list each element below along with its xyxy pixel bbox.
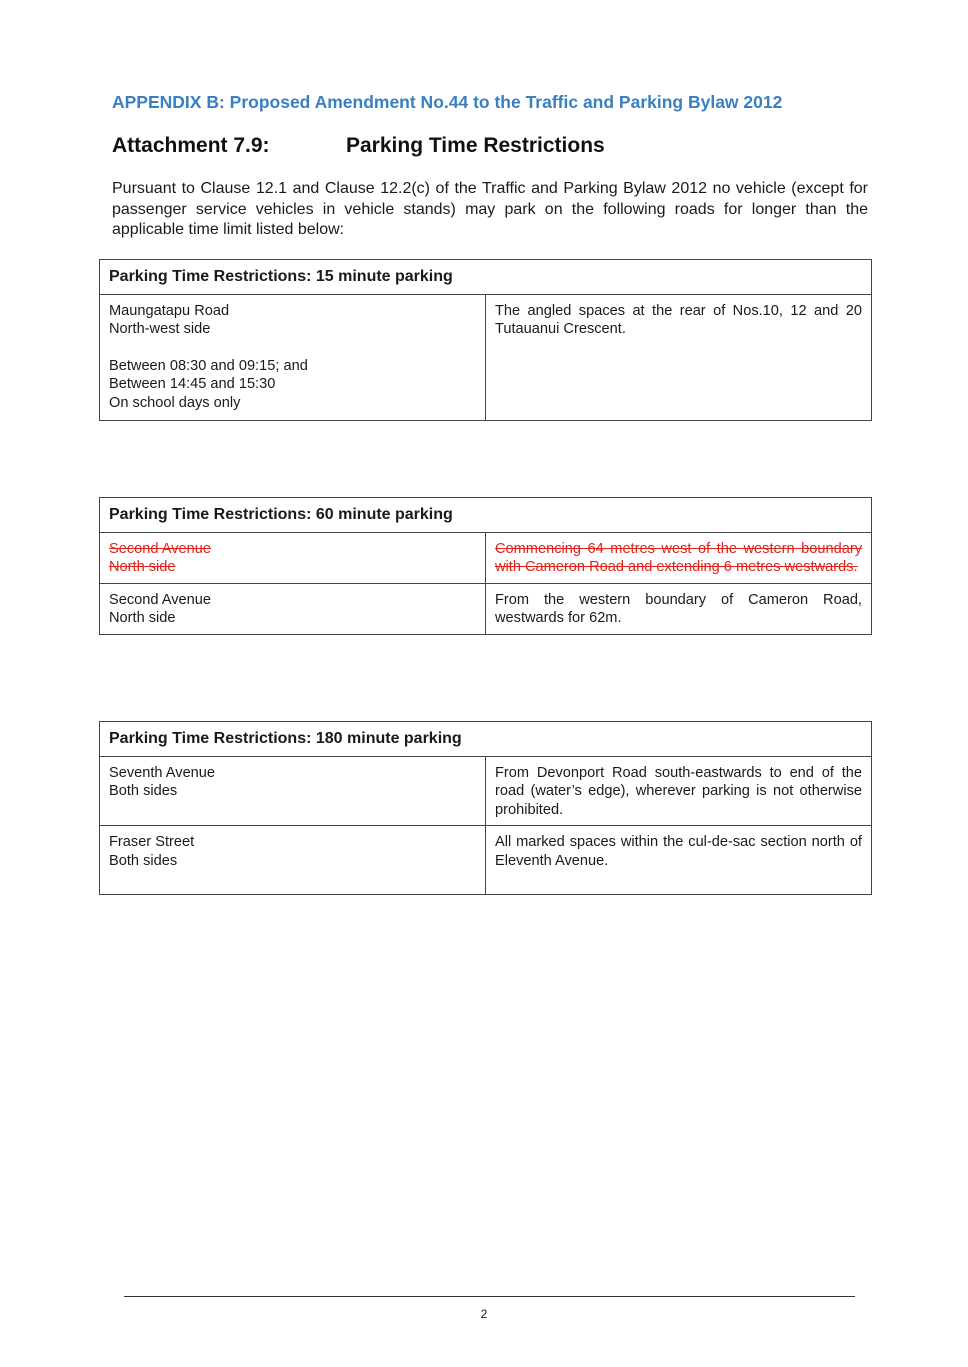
road-cell-deleted xyxy=(100,532,486,583)
time-window: Between 14:45 and 15:30 xyxy=(109,376,276,393)
table-15-title: Parking Time Restrictions: 15 minute parking xyxy=(100,260,872,295)
table-row xyxy=(100,583,872,634)
description-cell: From the western boundary of Cameron Road, westwards for 62m. xyxy=(486,583,872,634)
page-number: 2 xyxy=(480,1307,488,1321)
attachment-heading xyxy=(112,134,605,158)
description-cell: From Devonport Road south-eastwards to end of the road (water’s edge), wherever parking is not otherwise prohibited. xyxy=(486,756,872,826)
time-condition: On school days only xyxy=(109,394,241,411)
table-60-title: Parking Time Restrictions: 60 minute parking xyxy=(100,498,872,533)
road-side: North side xyxy=(109,559,176,576)
attachment-number: Attachment 7.9: xyxy=(112,134,270,157)
table-15-minute xyxy=(99,259,872,421)
road-name: Fraser Street xyxy=(109,834,195,851)
table-row xyxy=(100,294,872,420)
description-cell: All marked spaces within the cul-de-sac section north of Eleventh Avenue. xyxy=(486,826,872,895)
table-180-title: Parking Time Restrictions: 180 minute parking xyxy=(100,722,872,757)
road-name: Maungatapu Road xyxy=(109,302,230,319)
table-row xyxy=(100,756,872,826)
description-cell: The angled spaces at the rear of Nos.10, 12 and 20 Tutauanui Crescent. xyxy=(486,294,872,420)
road-side: North-west side xyxy=(109,321,211,338)
appendix-heading: APPENDIX B: Proposed Amendment No.44 to the Traffic and Parking Bylaw 2012 xyxy=(112,92,783,112)
road-cell xyxy=(100,294,486,420)
description-cell-deleted: Commencing 64 metres west of the western boundary with Cameron Road and extending 6 metres westwards. xyxy=(486,532,872,583)
table-60-minute xyxy=(99,497,872,635)
table-row xyxy=(100,826,872,895)
table-row-deleted xyxy=(100,532,872,583)
road-side: Both sides xyxy=(109,852,178,869)
intro-paragraph: Pursuant to Clause 12.1 and Clause 12.2(c) of the Traffic and Parking Bylaw 2012 no vehicle (except for passenger service vehicles in vehicle stands) may park on the following roads for longer than the applicable time limit listed below: xyxy=(112,180,868,238)
attachment-title: Parking Time Restrictions xyxy=(346,134,605,157)
time-window: Between 08:30 and 09:15; and xyxy=(109,357,308,374)
road-side: Both sides xyxy=(109,783,178,800)
road-name: Seventh Avenue xyxy=(109,764,216,781)
table-180-minute xyxy=(99,721,872,895)
road-cell xyxy=(100,826,486,895)
road-name: Second Avenue xyxy=(109,540,211,557)
road-cell xyxy=(100,756,486,826)
footer-divider xyxy=(124,1296,855,1297)
road-name: Second Avenue xyxy=(109,591,211,608)
road-cell xyxy=(100,583,486,634)
road-side: North side xyxy=(109,610,176,627)
